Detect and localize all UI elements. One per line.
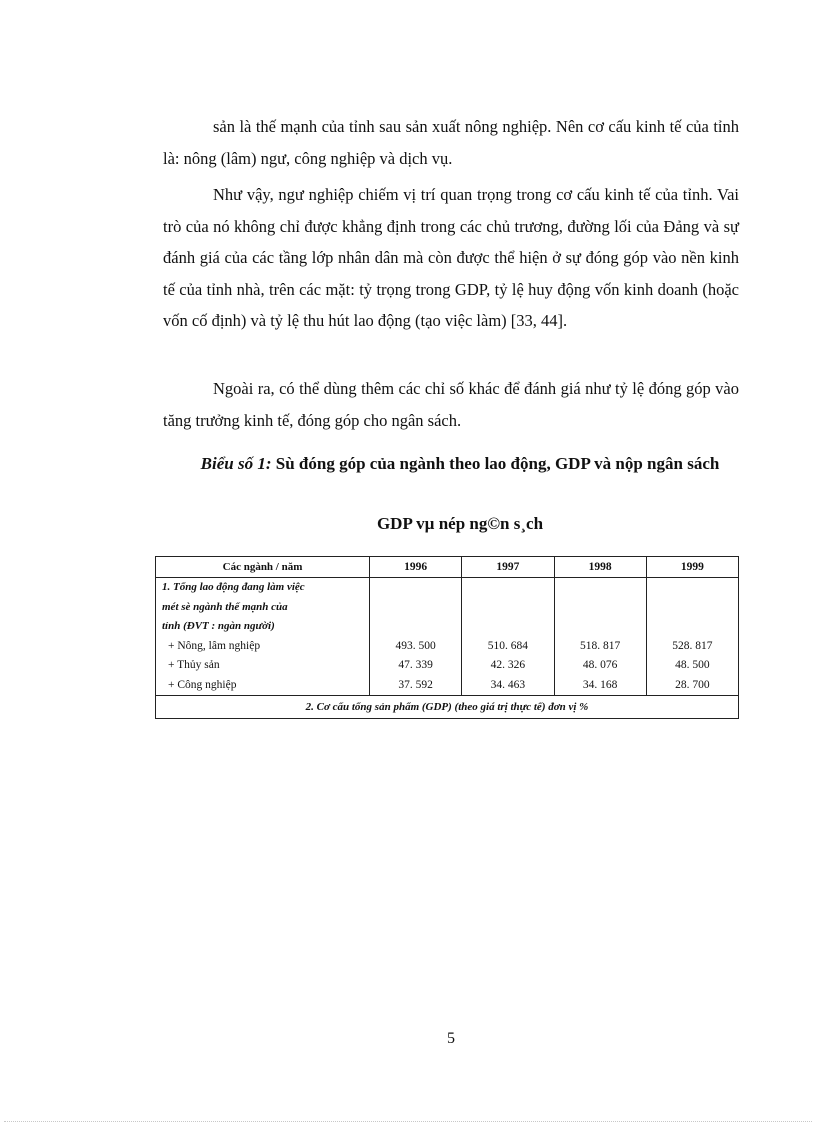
- row-label: + Công nghiệp: [168, 678, 237, 691]
- cell-value: 34. 463: [490, 678, 526, 691]
- cell-value: 48. 500: [675, 659, 710, 671]
- section1-title: mét sè ngành thế mạnh của: [162, 600, 288, 613]
- paragraph-3: Ngoài ra, có thể dùng thêm các chỉ số khác để đánh giá như tỷ lệ đóng góp vào tăng trưởng kinh tế, đóng góp cho ngân sách.: [163, 379, 739, 430]
- cell-value: 34. 168: [582, 678, 618, 691]
- cell-value: 528. 817: [672, 639, 713, 652]
- cell-value: 47. 339: [398, 659, 433, 671]
- year-column-1997: [462, 578, 554, 696]
- section1-title: 1. Tổng lao động đang làm việc: [162, 581, 305, 593]
- data-table: [155, 556, 739, 719]
- section2-title: 2. Cơ cấu tổng sản phẩm (GDP) (theo giá trị thực tế) đơn vị %: [156, 696, 739, 719]
- row-label: + Nông, lâm nghiệp: [168, 639, 261, 652]
- caption-lead: Biểu số 1:: [200, 454, 272, 473]
- year-column-1999: [646, 578, 738, 696]
- header-year: 1999: [646, 557, 738, 578]
- cell-value: 518. 817: [579, 639, 621, 652]
- table-header-row: [156, 557, 739, 578]
- table-caption: [155, 451, 765, 477]
- header-year: 1998: [554, 557, 646, 578]
- paragraph-2: Như vậy, ngư nghiệp chiếm vị trí quan trọng trong cơ cấu kinh tế của tỉnh. Vai trò của nó không chỉ được khẳng định trong các chủ trương, đường lối của Đảng và sự đánh giá của các tầng lớp nhân dân mà còn được thể hiện ở sự đóng góp vào nền kinh tế của tỉnh nhà, trên các mặt: tỷ trọng trong GDP, tỷ lệ huy động vốn kinh doanh (hoặc vốn cố định) và tỷ lệ thu hút lao động (tạo việc làm) [33, 44].: [163, 185, 739, 330]
- paragraph-1: sản là thế mạnh của tỉnh sau sản xuất nông nghiệp. Nên cơ cấu kinh tế của tỉnh là: nông (lâm) ngư, công nghiệp và dịch vụ.: [163, 117, 739, 168]
- section1-labels: [156, 578, 370, 696]
- page-bottom-divider: [4, 1121, 812, 1122]
- cell-value: 493. 500: [395, 639, 436, 652]
- table-row: [156, 578, 739, 696]
- cell-value: 42. 326: [490, 659, 526, 671]
- year-column-1998: [554, 578, 646, 696]
- row-label: + Thủy sản: [168, 659, 220, 671]
- header-year: 1996: [370, 557, 462, 578]
- page-number: 5: [447, 1030, 455, 1047]
- cell-value: 510. 684: [487, 639, 528, 652]
- cell-value: 37. 592: [398, 678, 433, 691]
- cell-value: 28. 700: [675, 678, 710, 691]
- section1-title: tỉnh (ĐVT : ngàn người): [162, 620, 275, 632]
- year-column-1996: [370, 578, 462, 696]
- table-row: [156, 696, 739, 719]
- cell-value: 48. 076: [582, 659, 618, 671]
- table-caption-line2: GDP vµ nép ng©n s¸ch: [376, 514, 544, 533]
- header-label: Các ngành / năm: [156, 557, 370, 578]
- header-year: 1997: [462, 557, 554, 578]
- caption-text: Sù đóng góp của ngành theo lao động, GDP và nộp ngân sách: [271, 454, 720, 473]
